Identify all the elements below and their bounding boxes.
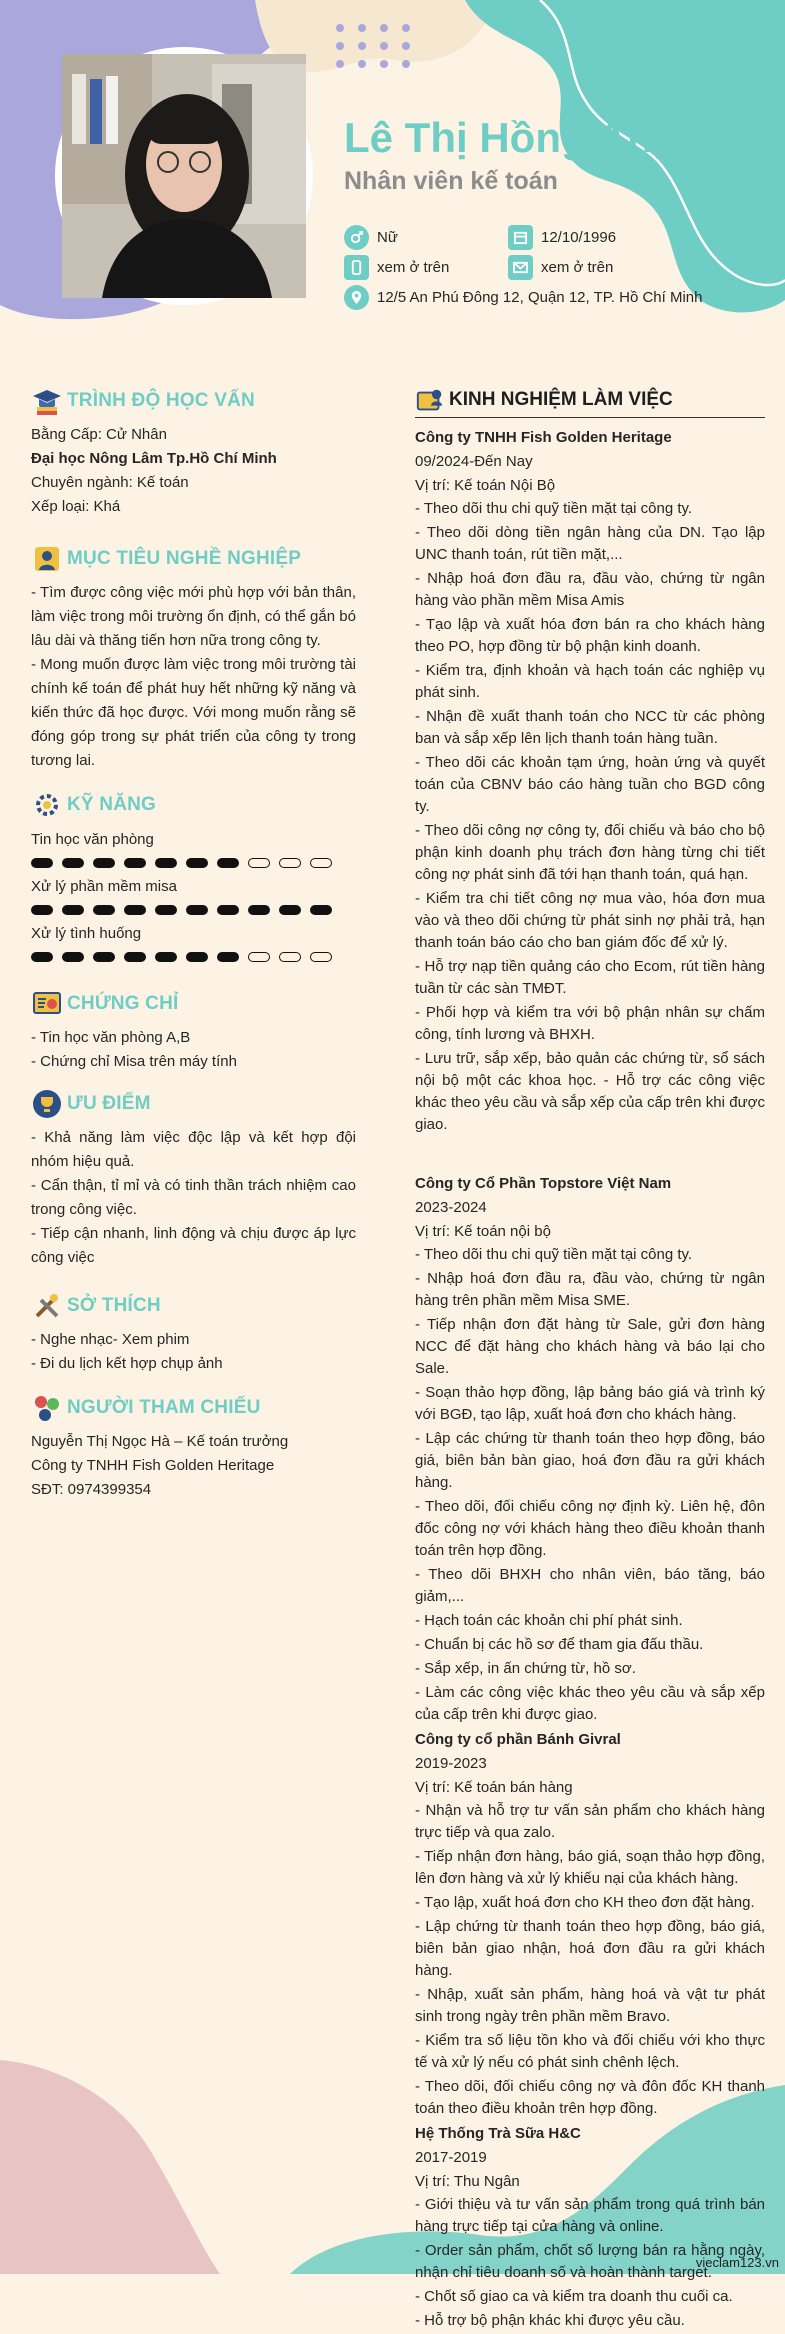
skill-name: Xử lý phần mềm misa bbox=[31, 878, 177, 895]
references-title: NGƯỜI THAM CHIẾU bbox=[67, 1397, 261, 1418]
objective-title: MỤC TIÊU NGHỀ NGHIỆP bbox=[67, 548, 302, 569]
job-period: 09/2024-Đến Nay bbox=[415, 453, 533, 470]
skill-level-dot bbox=[186, 952, 208, 962]
job-duty: - Theo dõi, đối chiếu công nợ và đôn đốc KH thanh toán theo điều khoản trên hợp đồng. bbox=[415, 2078, 765, 2117]
skill-level-dot bbox=[186, 858, 208, 868]
graduation-cap-icon bbox=[31, 385, 63, 417]
job-duty: - Tạo lập và xuất hóa đơn bán ra cho khách hàng theo PO, hợp đồng từ bộ phận kinh doanh. bbox=[415, 616, 765, 655]
phone-value: xem ở trên bbox=[377, 259, 450, 276]
bottom-left-pink-blob bbox=[0, 2060, 220, 2274]
address-value: 12/5 An Phú Đông 12, Quận 12, TP. Hồ Chí Minh bbox=[377, 289, 703, 306]
reference-line: SĐT: 0974399354 bbox=[31, 1481, 152, 1498]
skill-level-dot bbox=[248, 905, 270, 915]
hobby-item: - Nghe nhạc- Xem phim bbox=[31, 1331, 190, 1348]
job-entry bbox=[415, 2122, 765, 2332]
calendar-icon bbox=[508, 225, 533, 250]
job-duty: - Giới thiệu và tư vấn sản phẩm trong quá trình bán hàng trực tiếp tại cửa hàng và online. bbox=[415, 2196, 765, 2235]
job-period: 2017-2019 bbox=[415, 2149, 487, 2166]
skill-level-dot bbox=[217, 905, 239, 915]
skill-name: Xử lý tình huống bbox=[31, 925, 142, 942]
job-duty: - Lập các chứng từ thanh toán theo hợp đồng, báo giá, biên bản bàn giao, hoá đơn đầu ra gửi khách hàng. bbox=[415, 1430, 765, 1491]
skill-level-dot bbox=[31, 858, 53, 868]
job-entry bbox=[415, 1728, 765, 2120]
gender-info bbox=[344, 225, 398, 250]
job-duty: - Order sản phẩm, chốt số lượng bán ra hằng ngày, nhận chỉ tiêu doanh số và hoàn thành target. bbox=[415, 2242, 765, 2281]
hobbies-title: SỞ THÍCH bbox=[67, 1295, 161, 1316]
job-entry bbox=[415, 426, 765, 1136]
profile-photo bbox=[55, 47, 313, 305]
phone-info bbox=[344, 255, 449, 280]
job-duty: - Lập chứng từ thanh toán theo hợp đồng, báo giá, biên bản giao nhận, hoá đơn đầu ra gửi khách hàng. bbox=[415, 1918, 765, 1979]
skill-level-dot bbox=[186, 905, 208, 915]
gender-icon bbox=[344, 225, 369, 250]
job-duty: - Theo dõi thu chi quỹ tiền mặt tại công ty. bbox=[415, 500, 693, 517]
hobby-item: - Đi du lịch kết hợp chụp ảnh bbox=[31, 1355, 223, 1372]
skill-level-bar bbox=[31, 952, 356, 962]
gears-icon bbox=[31, 789, 63, 821]
job-period: 2019-2023 bbox=[415, 1755, 487, 1772]
job-duty: - Tiếp nhận đơn hàng, báo giá, soạn thảo hợp đồng, lên đơn hàng và xử lý khiếu nại của khách hàng. bbox=[415, 1848, 765, 1887]
job-duty: - Hạch toán các khoản chi phí phát sinh. bbox=[415, 1612, 683, 1629]
job-role: Vị trí: Thu Ngân bbox=[415, 2173, 520, 2190]
briefcase-person-icon bbox=[415, 385, 445, 415]
job-duty: - Kiểm tra, định khoản và hạch toán các nghiệp vụ phát sinh. bbox=[415, 662, 765, 701]
job-duty: - Chuẩn bị các hồ sơ để tham gia đấu thầu. bbox=[415, 1636, 704, 1653]
job-company: Công ty Cổ Phần Topstore Việt Nam bbox=[415, 1175, 672, 1192]
skill-level-dot bbox=[217, 952, 239, 962]
birthdate-value: 12/10/1996 bbox=[541, 229, 617, 246]
hobbies-section bbox=[31, 1290, 356, 1376]
job-company: Công ty TNHH Fish Golden Heritage bbox=[415, 429, 672, 446]
skill-level-dot bbox=[62, 905, 84, 915]
objective-paragraph-1: - Tìm được công việc mới phù hợp với bản thân, làm việc trong môi trường ổn định, có thể gắn bó lâu dài và thăng tiến hơn nữa trong công ty. bbox=[31, 584, 356, 649]
skill-level-dot bbox=[62, 952, 84, 962]
objective-paragraph-2: - Mong muốn được làm việc trong môi trường tài chính kế toán để phát huy hết những kỹ năng và kiến thức đã học được. Với mong muốn rằng sẽ đóng góp trong sự phát triển của công ty trong tương lai. bbox=[31, 656, 356, 769]
education-degree: Bằng Cấp: Cử Nhân bbox=[31, 426, 167, 443]
education-major: Chuyên ngành: Kế toán bbox=[31, 474, 189, 491]
skills-list bbox=[31, 831, 356, 962]
job-title: Nhân viên kế toán bbox=[344, 167, 558, 195]
job-entry bbox=[415, 1172, 765, 1726]
certificates-section bbox=[31, 988, 356, 1074]
job-duty: - Nhập hoá đơn đầu ra, đầu vào, chứng từ ngân hàng trên phần mềm Misa SME. bbox=[415, 1270, 765, 1309]
skill-level-dot bbox=[31, 952, 53, 962]
strengths-title: ƯU ĐIỂM bbox=[67, 1093, 151, 1114]
skill-level-bar bbox=[31, 905, 356, 915]
job-duty: - Tiếp nhận đơn đặt hàng từ Sale, gửi đơn hàng NCC để đặt hàng cho khách hàng và báo lại cho Sale. bbox=[415, 1316, 765, 1377]
education-rank: Xếp loại: Khá bbox=[31, 498, 121, 515]
job-duty: - Hỗ trợ bộ phận khác khi được yêu cầu. bbox=[415, 2312, 685, 2329]
education-section bbox=[31, 385, 356, 519]
address-info bbox=[344, 285, 703, 310]
skill-level-dot bbox=[93, 952, 115, 962]
birthdate-info bbox=[508, 225, 616, 250]
objective-section bbox=[31, 543, 356, 773]
job-duty: - Nhập, xuất sản phẩm, hàng hoá và vật tư phát sinh trong ngày trên phần mềm Bravo. bbox=[415, 1986, 765, 2025]
job-role: Vị trí: Kế toán nội bộ bbox=[415, 1223, 551, 1240]
jobs-list bbox=[415, 426, 765, 2332]
strength-item: - Tiếp cận nhanh, linh động và chịu được áp lực công việc bbox=[31, 1225, 356, 1266]
job-duty: - Kiểm tra chi tiết công nợ mua vào, hóa đơn mua vào và theo dõi chứng từ phát sinh nợ phải trả, hạn thanh toán báo cáo cho ban giám đốc để xử lý. bbox=[415, 890, 765, 951]
left-column bbox=[31, 385, 356, 1502]
skill-level-dot bbox=[155, 858, 177, 868]
job-duty: - Nhận và hỗ trợ tư vấn sản phẩm cho khách hàng trực tiếp và qua zalo. bbox=[415, 1802, 765, 1841]
certificate-item: - Tin học văn phòng A,B bbox=[31, 1029, 191, 1046]
job-duty: - Sắp xếp, in ấn chứng từ, hồ sơ. bbox=[415, 1660, 636, 1677]
phone-icon bbox=[344, 255, 369, 280]
skill-level-dot bbox=[124, 858, 146, 868]
job-role: Vị trí: Kế toán Nội Bộ bbox=[415, 477, 556, 494]
job-duty: - Nhận đề xuất thanh toán cho NCC từ các phòng ban và sắp xếp lên lịch thanh toán hàng tuần. bbox=[415, 708, 765, 747]
skill-level-dot bbox=[248, 952, 270, 962]
mail-icon bbox=[508, 255, 533, 280]
job-period: 2023-2024 bbox=[415, 1199, 487, 1216]
gender-value: Nữ bbox=[377, 229, 398, 246]
skill-level-dot bbox=[155, 952, 177, 962]
job-company: Hệ Thống Trà Sữa H&C bbox=[415, 2125, 581, 2142]
job-duty: - Hỗ trợ nạp tiền quảng cáo cho Ecom, rút tiền hàng tuần từ các sàn TMĐT. bbox=[415, 958, 765, 997]
reference-line: Nguyễn Thị Ngọc Hà – Kế toán trưởng bbox=[31, 1433, 289, 1450]
job-duty: - Chốt số giao ca và kiểm tra doanh thu cuối ca. bbox=[415, 2288, 733, 2305]
network-people-icon bbox=[31, 1392, 63, 1424]
skill-level-dot bbox=[217, 858, 239, 868]
strength-item: - Cẩn thận, tỉ mỉ và có tinh thần trách nhiệm cao trong công việc. bbox=[31, 1177, 356, 1218]
email-value: xem ở trên bbox=[541, 259, 614, 276]
job-duty: - Phối hợp và kiểm tra với bộ phận nhân sự chấm công, tính lương và BHXH. bbox=[415, 1004, 765, 1043]
experience-header bbox=[415, 385, 765, 418]
skill-level-dot bbox=[124, 905, 146, 915]
trophy-badge-icon bbox=[31, 1088, 63, 1120]
skill-level-dot bbox=[155, 905, 177, 915]
certificate-icon bbox=[31, 988, 63, 1020]
reference-line: Công ty TNHH Fish Golden Heritage bbox=[31, 1457, 275, 1474]
skill-level-dot bbox=[310, 905, 332, 915]
references-section bbox=[31, 1392, 356, 1502]
education-title: TRÌNH ĐỘ HỌC VẤN bbox=[67, 390, 255, 411]
skill-level-dot bbox=[310, 858, 332, 868]
skill-name: Tin học văn phòng bbox=[31, 831, 154, 848]
certificates-title: CHỨNG CHỈ bbox=[67, 993, 179, 1014]
job-duty: - Theo dõi thu chi quỹ tiền mặt tại công ty. bbox=[415, 1246, 693, 1263]
strength-item: - Khả năng làm việc độc lập và kết hợp đội nhóm hiệu quả. bbox=[31, 1129, 356, 1170]
experience-title: KINH NGHIỆM LÀM VIỆC bbox=[449, 389, 673, 410]
job-duty: - Nhập hoá đơn đầu ra, đầu vào, chứng từ ngân hàng vào phần mềm Misa Amis bbox=[415, 570, 765, 609]
skill-level-dot bbox=[93, 858, 115, 868]
skills-title: KỸ NĂNG bbox=[67, 794, 157, 815]
email-info bbox=[508, 255, 613, 280]
job-company: Công ty cổ phần Bánh Givral bbox=[415, 1731, 621, 1748]
candidate-name: Lê Thị Hồng Anh bbox=[344, 114, 679, 161]
strengths-section bbox=[31, 1088, 356, 1270]
skill-level-dot bbox=[279, 905, 301, 915]
target-person-icon bbox=[31, 543, 63, 575]
dot-grid-decoration bbox=[332, 20, 432, 70]
job-duty: - Soạn thảo hợp đồng, lập bảng báo giá và trình ký với BGĐ, tạo lập, xuất hoá đơn cho khách hàng. bbox=[415, 1384, 765, 1423]
certificate-item: - Chứng chỉ Misa trên máy tính bbox=[31, 1053, 237, 1070]
job-duty: - Theo dõi các khoản tạm ứng, hoàn ứng và quyết toán của CBNV báo cáo hàng tuần cho BGD công ty. bbox=[415, 754, 765, 815]
skills-section bbox=[31, 789, 356, 962]
job-duty: - Làm các công việc khác theo yêu cầu và sắp xếp của cấp trên khi được giao. bbox=[415, 1684, 765, 1723]
job-duty: - Lưu trữ, sắp xếp, bảo quản các chứng từ, sổ sách nội bộ một các khoa học. - Hỗ trợ các công việc khác theo yêu cầu và sắp xếp của cấp trên khi được giao. bbox=[415, 1050, 765, 1133]
job-duty: - Theo dõi BHXH cho nhân viên, báo tăng, báo giảm,... bbox=[415, 1566, 765, 1605]
watermark-text: vieclam123.vn bbox=[695, 2255, 779, 2270]
job-duty: - Theo dõi dòng tiền ngân hàng của DN. Tạo lập UNC thanh toán, rút tiền mặt,... bbox=[415, 524, 765, 563]
skill-level-dot bbox=[62, 858, 84, 868]
job-duty: - Tạo lập, xuất hoá đơn cho KH theo đơn đặt hàng. bbox=[415, 1894, 755, 1911]
job-duty: - Theo dõi công nợ công ty, đối chiếu và báo cho bộ phận kinh doanh phụ trách đơn hàng từng chi tiết công nợ phát sinh đã tới hạn thanh toán, quá hạn. bbox=[415, 822, 765, 883]
education-school: Đại học Nông Lâm Tp.Hồ Chí Minh bbox=[31, 450, 277, 467]
skill-level-bar bbox=[31, 858, 356, 868]
tools-icon bbox=[31, 1290, 63, 1322]
skill-level-dot bbox=[124, 952, 146, 962]
job-duty: - Theo dõi, đối chiếu công nợ định kỳ. Liên hệ, đôn đốc công nợ với khách hàng theo điều khoản thanh toán trên hợp đồng. bbox=[415, 1498, 765, 1559]
job-duty: - Kiểm tra số liệu tồn kho và đối chiếu với kho thực tế và xử lý nếu có phát sinh chênh lệch. bbox=[415, 2032, 765, 2071]
skill-level-dot bbox=[93, 905, 115, 915]
skill-level-dot bbox=[31, 905, 53, 915]
job-role: Vị trí: Kế toán bán hàng bbox=[415, 1779, 573, 1796]
skill-level-dot bbox=[279, 858, 301, 868]
skill-level-dot bbox=[310, 952, 332, 962]
skill-level-dot bbox=[248, 858, 270, 868]
right-column bbox=[415, 385, 765, 2334]
skill-level-dot bbox=[279, 952, 301, 962]
location-pin-icon bbox=[344, 285, 369, 310]
